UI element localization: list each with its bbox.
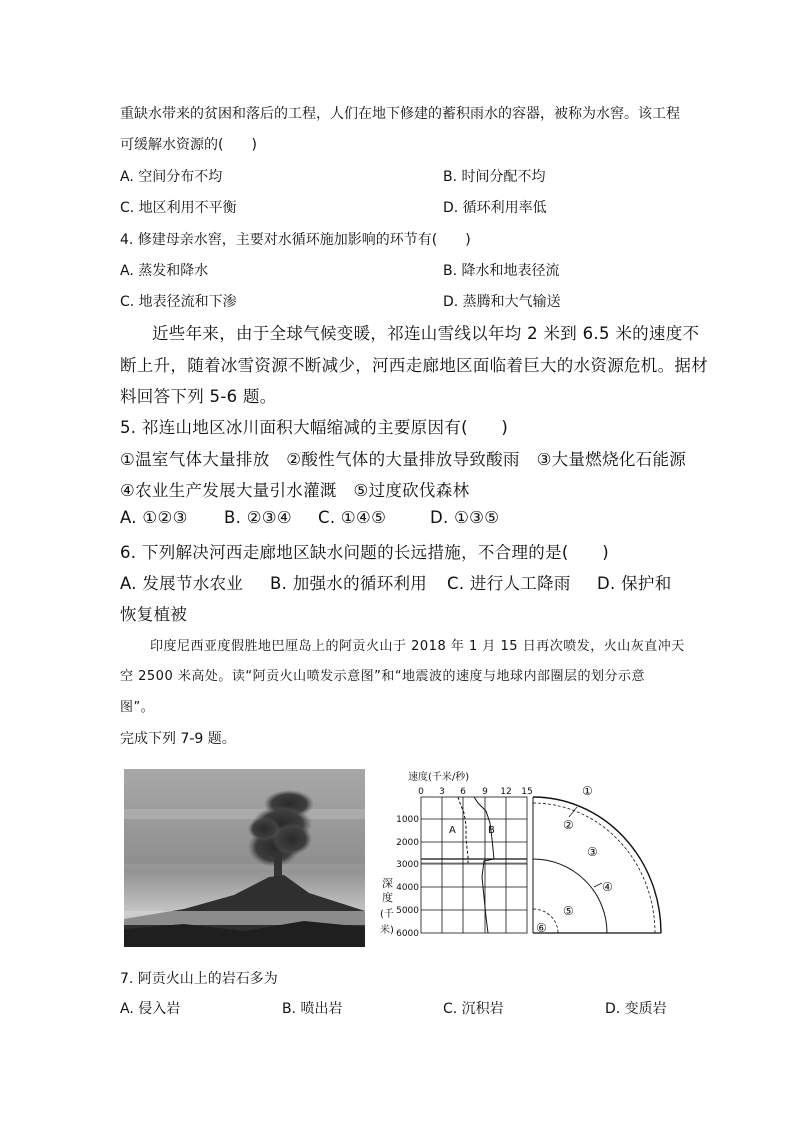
- layer-label-5: ⑤: [563, 904, 574, 918]
- q4-option-b: B. 降水和地表径流: [443, 263, 560, 279]
- layer-label-6: ⑥: [536, 921, 547, 935]
- volcano-material-line-2: 空 2500 米高处。读“阿贡火山喷发示意图”和“地震波的速度与地球内部圈层的划分示意: [120, 669, 646, 684]
- volcano-questions-intro: 完成下列 7-9 题。: [120, 731, 236, 747]
- q6-choice-d: D. 保护和: [597, 574, 672, 593]
- q5-choice-a: A. ①②③: [120, 508, 188, 527]
- speed-tick-12: 12: [500, 787, 512, 797]
- material-para-line-1: 近些年来，由于全球气候变暖，祁连山雪线以年均 2 米到 6.5 米的速度不: [152, 324, 700, 343]
- q6-choice-c: C. 进行人工降雨: [447, 574, 571, 593]
- q4-option-d: D. 蒸腾和大气输送: [443, 294, 561, 310]
- q3-option-a: A. 空间分布不均: [120, 169, 223, 185]
- depth-label-char-2: 度: [382, 891, 393, 904]
- speed-tick-9: 9: [482, 787, 488, 797]
- curve-b-label: B: [488, 825, 495, 836]
- speed-tick-3: 3: [439, 787, 445, 797]
- depth-label-char-1: 深: [382, 877, 393, 890]
- q7-option-c: C. 沉积岩: [443, 1001, 504, 1017]
- depth-axis-label: [380, 877, 394, 936]
- depth-label-char-4: 米): [380, 925, 394, 936]
- q3-option-d: D. 循环利用率低: [443, 200, 547, 216]
- q7-stem: 7. 阿贡火山上的岩石多为: [120, 971, 278, 987]
- depth-tick-2000: 2000: [396, 838, 419, 848]
- earth-layer-labels: [536, 784, 613, 935]
- q7-option-b: B. 喷出岩: [282, 1001, 343, 1017]
- q5-choice-b: B. ②③④: [224, 508, 292, 527]
- material-para-line-2: 断上升，随着冰雪资源不断减少，河西走廊地区面临着巨大的水资源危机。据材: [120, 356, 708, 375]
- q4-option-a: A. 蒸发和降水: [120, 263, 209, 279]
- volcano-eruption-photo: [124, 769, 365, 947]
- q4-stem: 4. 修建母亲水窖，主要对水循环施加影响的环节有( ): [120, 232, 471, 248]
- q5-stem: 5. 祁连山地区冰川面积大幅缩减的主要原因有( ): [120, 418, 509, 437]
- layer-label-2: ②: [563, 818, 574, 832]
- q6-stem: 6. 下列解决河西走廊地区缺水问题的长远措施，不合理的是( ): [120, 543, 609, 562]
- intro-line-2: 可缓解水资源的( ): [120, 137, 257, 153]
- q5-options-line-1: ①温室气体大量排放 ②酸性气体的大量排放导致酸雨 ③大量燃烧化石能源: [120, 450, 687, 469]
- depth-tick-5000: 5000: [396, 906, 419, 916]
- volcano-material-line-1: 印度尼西亚度假胜地巴厘岛上的阿贡火山于 2018 年 1 月 15 日再次喷发，火山灰直冲天: [150, 639, 685, 654]
- q6-choice-a: A. 发展节水农业: [120, 574, 244, 593]
- intro-line-1: 重缺水带来的贫困和落后的工程，人们在地下修建的蓄积雨水的容器，被称为水窖。该工程: [120, 106, 680, 122]
- layer-label-4: ④: [602, 880, 613, 894]
- depth-label-char-3: (千: [380, 909, 394, 920]
- q3-option-c: C. 地区利用不平衡: [120, 200, 237, 216]
- layer-label-3: ③: [587, 845, 598, 859]
- volcano-material-line-3: 图”。: [120, 700, 155, 715]
- material-para-line-3: 料回答下列 5-6 题。: [120, 387, 277, 406]
- depth-tick-4000: 4000: [396, 883, 419, 893]
- depth-tick-1000: 1000: [396, 815, 419, 825]
- seismic-diagram-svg: [378, 767, 668, 957]
- depth-tick-6000: 6000: [396, 929, 419, 939]
- depth-tick-3000: 3000: [396, 860, 419, 870]
- q5-choice-c: C. ①④⑤: [318, 508, 387, 527]
- speed-tick-0: 0: [418, 787, 424, 797]
- volcano-photo-svg: [124, 769, 365, 947]
- seismic-wave-diagram: [378, 767, 668, 957]
- q6-choice-b: B. 加强水的循环利用: [270, 574, 428, 593]
- q4-option-c: C. 地表径流和下渗: [120, 294, 237, 310]
- q6-choice-d-continued: 恢复植被: [120, 605, 188, 624]
- speed-tick-6: 6: [460, 787, 466, 797]
- q3-option-b: B. 时间分配不均: [443, 169, 546, 185]
- speed-tick-15: 15: [521, 787, 533, 797]
- q7-option-a: A. 侵入岩: [120, 1001, 181, 1017]
- layer-label-1: ①: [582, 784, 593, 798]
- speed-depth-grid: [421, 797, 527, 933]
- q5-choice-d: D. ①③⑤: [430, 508, 500, 527]
- curve-a-label: A: [449, 825, 456, 836]
- q5-options-line-2: ④农业生产发展大量引水灌溉 ⑤过度砍伐森林: [120, 481, 470, 500]
- q7-option-d: D. 变质岩: [605, 1001, 667, 1017]
- wave-curve-b: [474, 797, 494, 933]
- earth-layer-quadrant: [533, 797, 661, 933]
- speed-axis-label: 速度(千米/秒): [408, 772, 470, 783]
